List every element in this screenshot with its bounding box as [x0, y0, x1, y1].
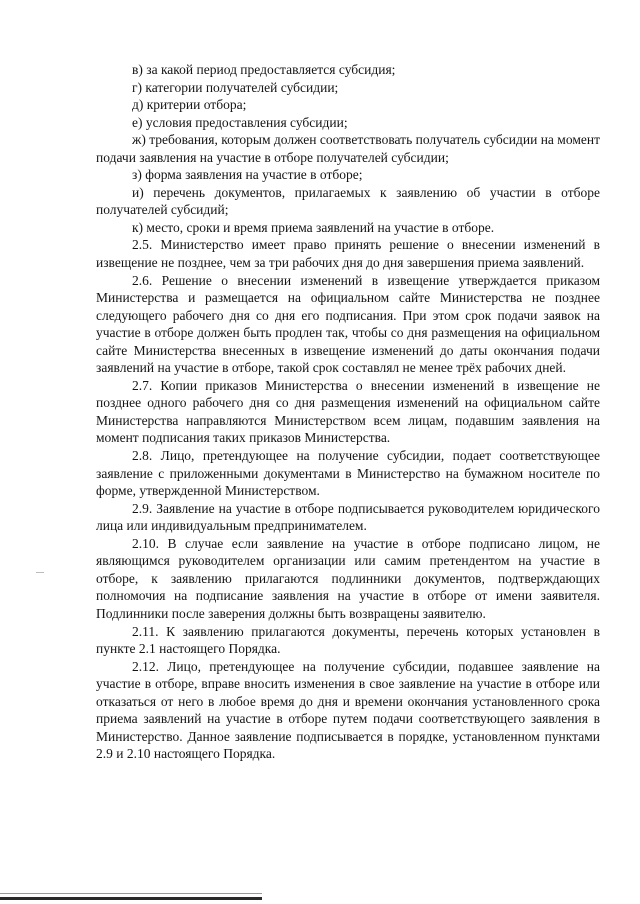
paragraph-2-11: 2.11. К заявлению прилагаются документы, перечень которых установлен в пункте 2.1 настоящего Порядка. — [96, 623, 600, 657]
paragraph-2-7: 2.7. Копии приказов Министерства о внесении изменений в извещение не позднее одного рабочего дня со дня размещения изменений на официальном сайте Министерства направляются Министерством всем лицам, подавшим заявления на момент подписания таких приказов Министерства. — [96, 377, 600, 446]
paragraph-2-10: 2.10. В случае если заявление на участие в отборе подписано лицом, не являющимся руководителем организации или самим претендентом на участие в отборе, к заявлению прилагаются подлинники документов, подтверждающих полномочия на подписание заявления на участие в отборе от имени заявителя. Подлинники после заверения должны быть возвращены заявителю. — [96, 535, 600, 621]
paragraph-2-9: 2.9. Заявление на участие в отборе подписывается руководителем юридического лица или индивидуальным предпринимателем. — [96, 500, 600, 534]
paragraph-z: з) форма заявления на участие в отборе; — [132, 167, 363, 183]
paragraph-2-6: 2.6. Решение о внесении изменений в извещение утверждается приказом Министерства и размещается на официальном сайте Министерства не позднее следующего рабочего дня со дня его подписания. При этом срок подачи заявок на участие в отборе должен быть продлен так, чтобы со дня размещения на официальном сайте Министерства внесенных в извещение изменений до даты окончания подачи заявлений на участие в отборе, такой срок составлял не менее трёх рабочих дней. — [96, 272, 600, 376]
paragraph-v: в) за какой период предоставляется субсидия; — [132, 62, 396, 77]
footer-rule — [0, 897, 262, 900]
paragraph-g: г) категории получателей субсидии; — [132, 79, 339, 95]
paragraph-2-8: 2.8. Лицо, претендующее на получение субсидии, подает соответствующее заявление с приложенными документами в Министерство на бумажном носителе по форме, утвержденной Министерством. — [96, 448, 600, 499]
paragraph-2-5: 2.5. Министерство имеет право принять решение о внесении изменений в извещение не позднее, чем за три рабочих дня до дня завершения приема заявлений. — [96, 237, 600, 271]
paragraph-zh: ж) требования, которым должен соответствовать получатель субсидии на момент подачи заявления на участие в отборе получателей субсидии; — [96, 132, 600, 165]
paragraph-k: к) место, сроки и время приема заявлений на участие в отборе. — [132, 219, 495, 235]
paragraph-2-12: 2.12. Лицо, претендующее на получение субсидии, подавшее заявление на участие в отборе, вправе вносить изменения в свое заявление на участие в отборе или отказаться от него в любое время до дня и времени окончания установленного срока приема заявлений на участие в отборе путем подачи соответствующего заявления в Министерство. Данное заявление подписывается в порядке, установленном пунктами 2.9 и 2.10 настоящего Порядка. — [96, 658, 600, 762]
footer-rule-thin — [0, 893, 262, 894]
paragraph-i: и) перечень документов, прилагаемых к заявлению об участии в отборе получателей субсидий; — [96, 184, 600, 218]
paragraph-e: е) условия предоставления субсидии; — [132, 114, 348, 130]
paragraph-d: д) критерии отбора; — [132, 97, 247, 113]
margin-mark — [36, 572, 44, 573]
document-page — [96, 61, 600, 763]
